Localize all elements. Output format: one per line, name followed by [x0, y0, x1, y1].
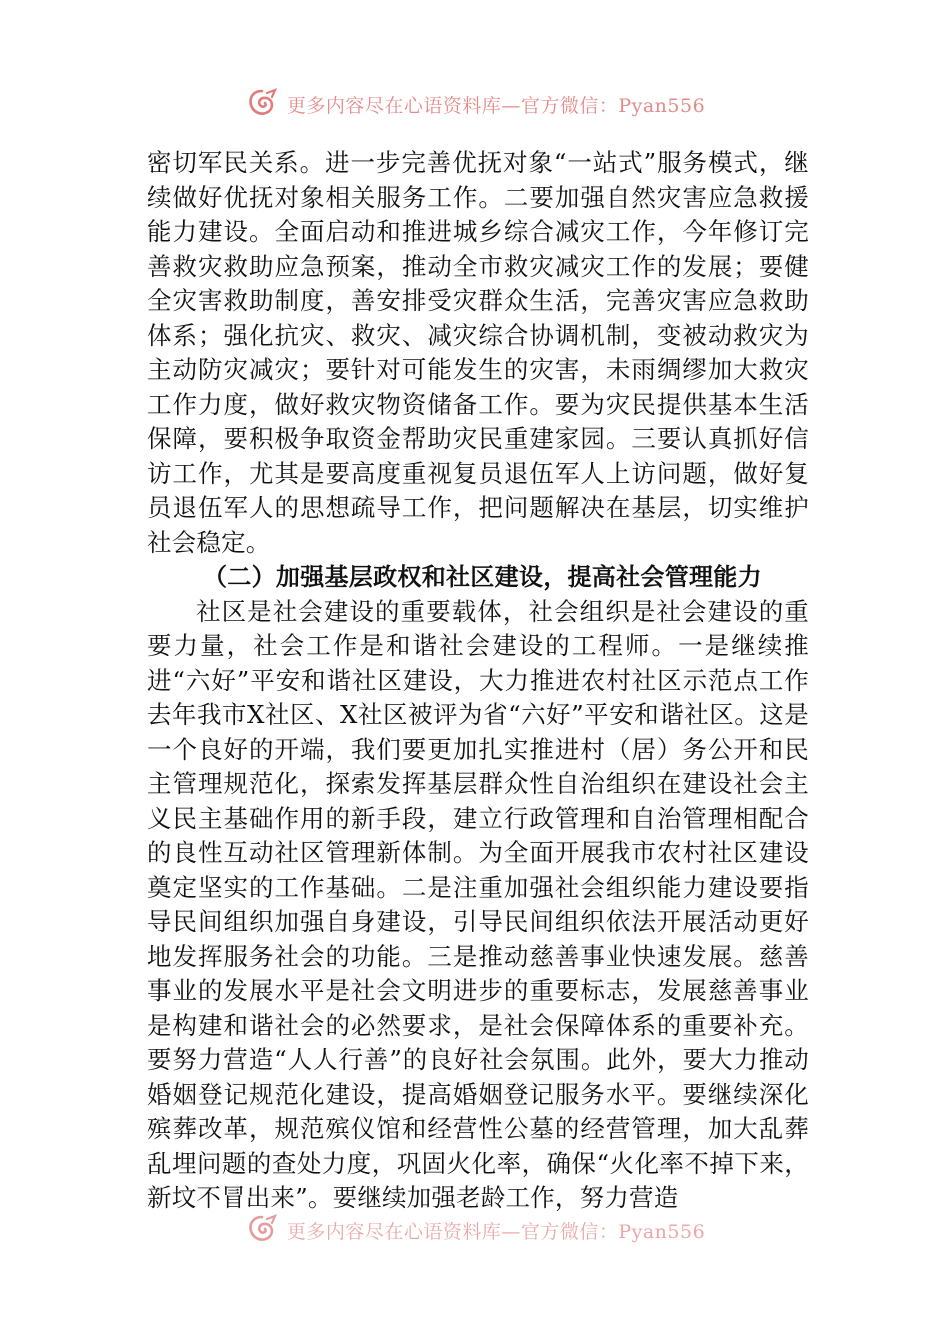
watermark-text: 更多内容尽在心语资料库—官方微信：Pyan556 — [286, 94, 706, 117]
document-body — [147, 146, 809, 1216]
watermark-header — [0, 84, 950, 124]
watermark-text: 更多内容尽在心语资料库—官方微信：Pyan556 — [286, 1220, 706, 1243]
section-heading: （二）加强基层政权和社区建设，提高社会管理能力 — [203, 562, 762, 591]
paragraph-1: 密切军民关系。进一步完善优抚对象“一站式”服务模式，继续做好优抚对象相关服务工作。二要加强自然灾害应急救援能力建设。全面启动和推进城乡综合减灾工作，今年修订完善救灾救助应急预案，推动全市救灾减灾工作的发展；要健全灾害救助制度，善安排受灾群众生活，完善灾害应急救助体系；强化抗灾、救灾、减灾综合协调机制，变被动救灾为主动防灾减灾；要针对可能发生的灾害，未雨绸缪加大救灾工作力度，做好救灾物资储备工作。要为灾民提供基本生活保障，要积极争取资金帮助灾民重建家园。三要认真抓好信访工作，尤其是要高度重视复员退伍军人上访问题，做好复员退伍军人的思想疏导工作，把问题解决在基层，切实维护社会稳定。 — [147, 148, 809, 557]
swirl-logo-icon — [245, 87, 279, 121]
paragraph-2: 社区是社会建设的重要载体，社会组织是社会建设的重要力量，社会工作是和谐社会建设的工程师。一是继续推进“六好”平安和谐社区建设，大力推进农村社区示范点工作去年我市X社区、X社区被评为省“六好”平安和谐社区。这是一个良好的开端，我们要更加扎实推进村（居）务公开和民主管理规范化，探索发挥基层群众性自治组织在建设社会主义民主基础作用的新手段，建立行政管理和自治管理相配合的良性互动社区管理新体制。为全面开展我市农村社区建设奠定坚实的工作基础。二是注重加强社会组织能力建设要指导民间组织加强自身建设，引导民间组织依法开展活动更好地发挥服务社会的功能。三是推动慈善事业快速发展。慈善事业的发展水平是社会文明进步的重要标志，发展慈善事业是构建和谐社会的必然要求，是社会保障体系的重要补充。要努力营造“人人行善”的良好社会氛围。此外，要大力推动婚姻登记规范化建设，提高婚姻登记服务水平。要继续深化殡葬改革，规范殡仪馆和经营性公墓的经营管理，加大乱葬乱埋问题的查处力度，巩固火化率，确保“火化率不掉下来，新坟不冒出来”。要继续加强老龄工作，努力营造 — [147, 596, 809, 1212]
watermark-footer — [0, 1210, 950, 1250]
swirl-logo-icon — [245, 1213, 279, 1247]
